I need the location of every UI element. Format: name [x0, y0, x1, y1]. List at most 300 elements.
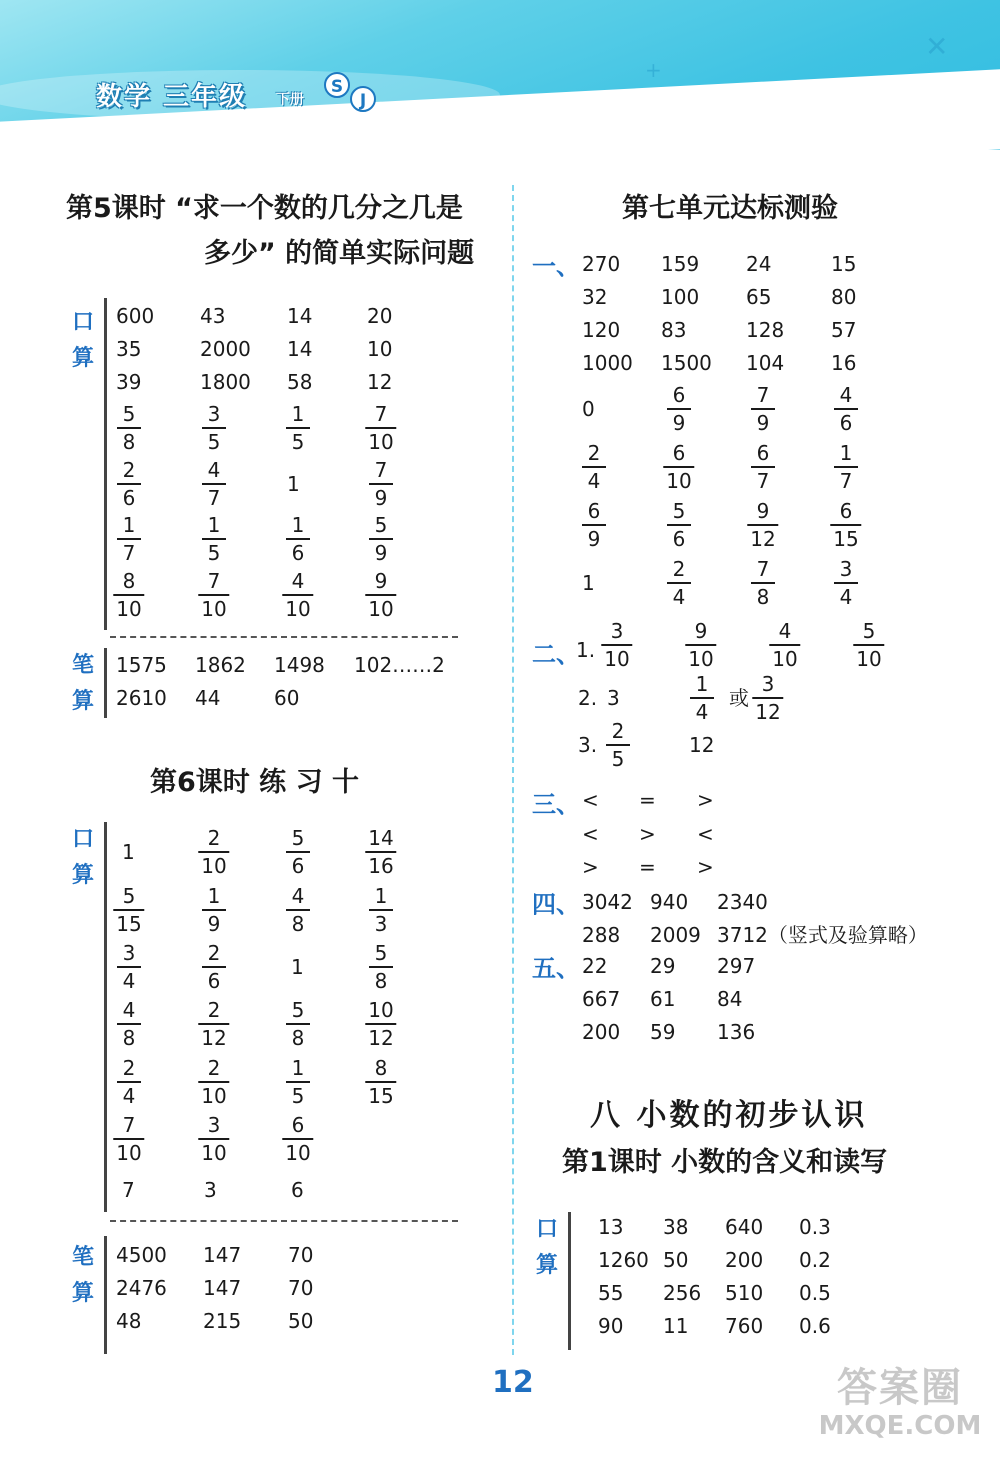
- numerator: 1: [695, 672, 709, 696]
- lesson6-written-value: 147: [203, 1243, 242, 1267]
- lesson5-oral-value: 1800: [200, 370, 251, 394]
- denominator: 10: [201, 1141, 227, 1165]
- unit8-oral-value: 510: [725, 1281, 764, 1305]
- numerator: 10: [368, 998, 394, 1022]
- unit8-oral-value: 0.3: [799, 1215, 831, 1239]
- numerator: 1: [291, 513, 305, 537]
- fraction-bar: [202, 966, 226, 968]
- fraction-bar: [113, 909, 144, 911]
- unit7-part4-label: 四、: [532, 890, 580, 919]
- numerator: 3: [122, 941, 136, 965]
- lesson5-oral-fraction: [365, 403, 396, 453]
- denominator: 4: [122, 1084, 136, 1108]
- fraction-bar: [751, 582, 775, 584]
- lesson6-dashed-separator: [110, 1220, 458, 1222]
- numerator: 7: [374, 402, 388, 426]
- fraction-bar: [663, 466, 694, 468]
- numerator: 5: [291, 998, 305, 1022]
- numerator: 2: [611, 719, 625, 743]
- denominator: 5: [611, 747, 625, 771]
- lesson6-oral-fraction: [286, 1057, 310, 1107]
- lesson6-title: 第6课时 练 习 十: [150, 767, 359, 798]
- numerator: 1: [291, 1056, 305, 1080]
- lesson6-oral-label: 口 算: [71, 827, 94, 888]
- fraction-bar: [853, 644, 884, 646]
- unit8-title: 八 小数的初步认识: [590, 1098, 868, 1133]
- denominator: 5: [207, 430, 221, 454]
- unit8-oral-value: 90: [598, 1314, 624, 1338]
- lesson5-written-value: 60: [274, 686, 300, 710]
- unit8-lesson1-title: 第1课时 小数的含义和读写: [562, 1147, 888, 1178]
- unit7-part5-value: 136: [717, 1020, 756, 1044]
- numerator: 3: [761, 672, 775, 696]
- watermark: 答案圈 MXQE.COM: [818, 1365, 982, 1441]
- fraction-bar: [113, 1138, 144, 1140]
- unit7-part1-fraction: [582, 442, 606, 492]
- denominator: 15: [833, 527, 859, 551]
- unit7-part2-q1-label: 1.: [576, 638, 596, 662]
- fraction-bar: [369, 909, 393, 911]
- lesson5-oral-fraction: [117, 459, 141, 509]
- fraction-bar: [198, 1023, 229, 1025]
- numerator: 8: [122, 569, 136, 593]
- unit7-part1-value: 0: [582, 397, 595, 421]
- numerator: 7: [756, 383, 770, 407]
- numerator: 7: [374, 458, 388, 482]
- lesson5-oral-value: 1: [287, 472, 300, 496]
- lesson5-written-value: 44: [195, 686, 221, 710]
- lesson6-oral-fraction: [198, 999, 229, 1049]
- numerator: 6: [291, 1113, 305, 1137]
- numerator: 3: [839, 557, 853, 581]
- unit7-part3-value: <: [582, 822, 599, 846]
- denominator: 5: [207, 541, 221, 565]
- unit7-part4-value: 288: [582, 923, 621, 947]
- numerator: 9: [374, 569, 388, 593]
- unit7-part5-value: 61: [650, 987, 676, 1011]
- lesson5-oral-fraction: [113, 570, 144, 620]
- unit7-part3-value: <: [697, 822, 714, 846]
- numerator: 2: [207, 941, 221, 965]
- unit7-part1-value: 128: [746, 318, 785, 342]
- unit7-part1-fraction: [834, 384, 858, 434]
- unit7-part1-value: 83: [661, 318, 687, 342]
- denominator: 9: [587, 527, 601, 551]
- denominator: 6: [839, 411, 853, 435]
- unit8-oral-value: 640: [725, 1215, 764, 1239]
- lesson6-written-value: 215: [203, 1309, 242, 1333]
- numerator: 3: [610, 619, 624, 643]
- lesson5-written-value: 1498: [274, 653, 325, 677]
- lesson6-oral-fraction: [286, 999, 310, 1049]
- lesson5-oral-fraction: [202, 459, 226, 509]
- denominator: 6: [291, 541, 305, 565]
- denominator: 15: [116, 912, 142, 936]
- numerator: 2: [207, 998, 221, 1022]
- publisher-logo: [324, 72, 382, 116]
- numerator: 3: [207, 402, 221, 426]
- unit7-part2-q3-fraction: [606, 720, 630, 770]
- lesson6-oral-fraction: [365, 1057, 396, 1107]
- lesson5-dashed-separator: [110, 636, 458, 638]
- page-number: 12: [492, 1365, 534, 1400]
- denominator: 6: [207, 969, 221, 993]
- unit7-part2-label: 二、: [532, 640, 580, 669]
- lesson6-oral-fraction: [365, 999, 396, 1049]
- fraction-bar: [834, 466, 858, 468]
- unit7-part2-q1-fraction: [601, 620, 632, 670]
- unit7-part2-q2-value: 3: [607, 686, 620, 710]
- lesson6-oral-fraction: [202, 885, 226, 935]
- book-title: 数学 三年级: [96, 82, 248, 112]
- unit7-part1-fraction: [751, 442, 775, 492]
- unit7-part3-value: >: [582, 855, 599, 879]
- fraction-bar: [202, 427, 226, 429]
- unit7-part1-value: 80: [831, 285, 857, 309]
- fraction-bar: [286, 909, 310, 911]
- numerator: 4: [839, 383, 853, 407]
- numerator: 2: [122, 458, 136, 482]
- lesson5-oral-value: 39: [116, 370, 142, 394]
- lesson6-written-value: 50: [288, 1309, 314, 1333]
- column-divider: [512, 185, 514, 1355]
- lesson5-written-bar: [104, 648, 107, 718]
- fraction-bar: [202, 909, 226, 911]
- numerator: 6: [839, 499, 853, 523]
- unit7-part4-value: 3712（竖式及验算略）: [717, 923, 928, 947]
- fraction-bar: [667, 582, 691, 584]
- unit8-oral-value: 13: [598, 1215, 624, 1239]
- denominator: 7: [756, 469, 770, 493]
- lesson6-oral-fraction: [198, 1057, 229, 1107]
- fraction-bar: [667, 524, 691, 526]
- lesson6-oral-value: 6: [291, 1178, 304, 1202]
- numerator: 8: [374, 1056, 388, 1080]
- lesson5-oral-value: 2000: [200, 337, 251, 361]
- denominator: 9: [374, 541, 388, 565]
- fraction-bar: [198, 594, 229, 596]
- lesson6-oral-fraction: [369, 942, 393, 992]
- denominator: 8: [374, 969, 388, 993]
- unit7-part1-value: 57: [831, 318, 857, 342]
- unit7-part5-value: 59: [650, 1020, 676, 1044]
- numerator: 6: [672, 383, 686, 407]
- unit8-oral-value: 55: [598, 1281, 624, 1305]
- lesson6-oral-fraction: [117, 999, 141, 1049]
- denominator: 10: [666, 469, 692, 493]
- fraction-bar: [369, 483, 393, 485]
- unit7-part2-q2-or: 或: [729, 686, 749, 710]
- unit7-part3-value: =: [639, 788, 656, 812]
- lesson6-oral-value: 1: [122, 840, 135, 864]
- denominator: 3: [374, 912, 388, 936]
- denominator: 6: [122, 486, 136, 510]
- fraction-bar: [198, 1081, 229, 1083]
- denominator: 12: [368, 1026, 394, 1050]
- fraction-bar: [286, 538, 310, 540]
- fraction-bar: [117, 538, 141, 540]
- lesson6-oral-fraction: [282, 1114, 313, 1164]
- lesson6-written-label: 笔 算: [71, 1245, 94, 1306]
- unit7-part1-value: 32: [582, 285, 608, 309]
- numerator: 1: [839, 441, 853, 465]
- unit8-oral-value: 50: [663, 1248, 689, 1272]
- lesson6-oral-fraction: [286, 885, 310, 935]
- fraction-bar: [198, 1138, 229, 1140]
- unit7-part3-value: <: [582, 788, 599, 812]
- fraction-bar: [769, 644, 800, 646]
- fraction-bar: [365, 594, 396, 596]
- unit7-part2-q1-fraction: [685, 620, 716, 670]
- sparkle-icon: ✕: [925, 30, 949, 63]
- unit7-part5-value: 84: [717, 987, 743, 1011]
- denominator: 4: [695, 700, 709, 724]
- denominator: 10: [285, 1141, 311, 1165]
- fraction-bar: [601, 644, 632, 646]
- unit8-oral-value: 0.6: [799, 1314, 831, 1338]
- fraction-bar: [365, 1081, 396, 1083]
- unit7-part4-value: 2009: [650, 923, 701, 947]
- unit7-part3-value: >: [697, 855, 714, 879]
- unit7-part1-fraction: [667, 384, 691, 434]
- denominator: 12: [201, 1026, 227, 1050]
- numerator: 2: [587, 441, 601, 465]
- fraction-bar: [117, 427, 141, 429]
- unit7-part1-value: 16: [831, 351, 857, 375]
- unit7-part1-fraction: [582, 500, 606, 550]
- lesson6-oral-fraction: [198, 1114, 229, 1164]
- lesson5-oral-bar: [104, 298, 107, 630]
- fraction-bar: [198, 851, 229, 853]
- denominator: 16: [368, 854, 394, 878]
- numerator: 2: [672, 557, 686, 581]
- lesson5-oral-label: 口 算: [71, 310, 94, 371]
- denominator: 6: [672, 527, 686, 551]
- fraction-bar: [286, 1023, 310, 1025]
- numerator: 2: [207, 826, 221, 850]
- lesson5-oral-fraction: [369, 459, 393, 509]
- denominator: 4: [839, 585, 853, 609]
- lesson5-oral-fraction: [202, 403, 226, 453]
- denominator: 10: [368, 597, 394, 621]
- unit7-part3-value: >: [639, 822, 656, 846]
- unit7-part2-q1-fraction: [853, 620, 884, 670]
- numerator: 1: [374, 884, 388, 908]
- unit7-part1-value: 159: [661, 252, 700, 276]
- numerator: 6: [756, 441, 770, 465]
- fraction-bar: [117, 1081, 141, 1083]
- lesson5-oral-value: 43: [200, 304, 226, 328]
- denominator: 12: [750, 527, 776, 551]
- numerator: 14: [368, 826, 394, 850]
- fraction-bar: [369, 966, 393, 968]
- denominator: 8: [291, 1026, 305, 1050]
- unit7-title: 第七单元达标测验: [622, 193, 838, 224]
- numerator: 4: [778, 619, 792, 643]
- lesson5-written-value: 2610: [116, 686, 167, 710]
- numerator: 1: [291, 402, 305, 426]
- unit7-part1-fraction: [830, 500, 861, 550]
- lesson5-title-line1: 第5课时 “求一个数的几分之几是: [66, 193, 463, 224]
- fraction-bar: [830, 524, 861, 526]
- unit8-oral-value: 256: [663, 1281, 702, 1305]
- unit7-part4-value: 2340: [717, 890, 768, 914]
- fraction-bar: [834, 408, 858, 410]
- fraction-bar: [117, 966, 141, 968]
- numerator: 2: [122, 1056, 136, 1080]
- unit7-part1-value: 100: [661, 285, 700, 309]
- fraction-bar: [286, 427, 310, 429]
- unit7-part5-value: 297: [717, 954, 756, 978]
- fraction-bar: [751, 466, 775, 468]
- unit7-part5-value: 667: [582, 987, 621, 1011]
- unit7-part5-value: 200: [582, 1020, 621, 1044]
- unit7-part1-value: 65: [746, 285, 772, 309]
- unit7-part2-q2b-fraction: [752, 673, 783, 723]
- lesson6-oral-fraction: [286, 827, 310, 877]
- lesson6-written-value: 70: [288, 1276, 314, 1300]
- lesson5-oral-value: 600: [116, 304, 155, 328]
- fraction-bar: [685, 644, 716, 646]
- denominator: 10: [201, 597, 227, 621]
- unit7-part2-q3-label: 3.: [578, 733, 598, 757]
- numerator: 1: [207, 513, 221, 537]
- unit7-part1-fraction: [667, 558, 691, 608]
- unit7-part5-label: 五、: [532, 954, 580, 983]
- unit8-oral-bar: [568, 1212, 571, 1350]
- unit7-part2-q1-fraction: [769, 620, 800, 670]
- lesson6-oral-bar: [104, 822, 107, 1212]
- unit7-part3-value: >: [697, 788, 714, 812]
- numerator: 5: [672, 499, 686, 523]
- fraction-bar: [667, 408, 691, 410]
- lesson5-oral-value: 35: [116, 337, 142, 361]
- lesson6-oral-fraction: [113, 1114, 144, 1164]
- denominator: 9: [672, 411, 686, 435]
- lesson5-written-value: 1575: [116, 653, 167, 677]
- book-volume: 下册: [276, 92, 304, 108]
- fraction-bar: [582, 524, 606, 526]
- denominator: 7: [839, 469, 853, 493]
- denominator: 8: [756, 585, 770, 609]
- publisher-logo-j: J: [350, 86, 376, 112]
- numerator: 1: [207, 884, 221, 908]
- lesson5-oral-value: 14: [287, 337, 313, 361]
- fraction-bar: [286, 851, 310, 853]
- lesson5-written-label: 笔 算: [71, 653, 94, 714]
- unit8-oral-value: 0.2: [799, 1248, 831, 1272]
- denominator: 10: [368, 430, 394, 454]
- denominator: 12: [755, 700, 781, 724]
- unit8-oral-label: 口 算: [535, 1217, 558, 1278]
- fraction-bar: [582, 466, 606, 468]
- fraction-bar: [117, 483, 141, 485]
- unit7-part2-q2a-fraction: [690, 673, 714, 723]
- denominator: 9: [756, 411, 770, 435]
- numerator: 5: [374, 513, 388, 537]
- denominator: 8: [122, 430, 136, 454]
- unit7-part4-value: 940: [650, 890, 689, 914]
- fraction-bar: [202, 538, 226, 540]
- lesson5-oral-fraction: [369, 514, 393, 564]
- fraction-bar: [365, 427, 396, 429]
- lesson5-oral-fraction: [198, 570, 229, 620]
- lesson6-oral-fraction: [117, 942, 141, 992]
- unit7-part4-value: 3042: [582, 890, 633, 914]
- denominator: 6: [291, 854, 305, 878]
- lesson5-title-line2: 多少” 的简单实际问题: [204, 238, 475, 269]
- unit7-part3-value: =: [639, 855, 656, 879]
- unit8-oral-value: 0.5: [799, 1281, 831, 1305]
- unit7-part1-value: 1: [582, 571, 595, 595]
- denominator: 5: [291, 1084, 305, 1108]
- numerator: 5: [122, 884, 136, 908]
- unit7-part1-label: 一、: [532, 252, 580, 281]
- unit7-part1-fraction: [747, 500, 778, 550]
- fraction-bar: [365, 1023, 396, 1025]
- numerator: 4: [291, 569, 305, 593]
- numerator: 5: [862, 619, 876, 643]
- denominator: 9: [374, 486, 388, 510]
- lesson6-oral-value: 7: [122, 1178, 135, 1202]
- denominator: 10: [285, 597, 311, 621]
- denominator: 4: [122, 969, 136, 993]
- lesson6-oral-fraction: [198, 827, 229, 877]
- denominator: 4: [672, 585, 686, 609]
- denominator: 10: [201, 854, 227, 878]
- denominator: 8: [291, 912, 305, 936]
- denominator: 10: [604, 647, 630, 671]
- lesson6-written-value: 70: [288, 1243, 314, 1267]
- numerator: 7: [207, 569, 221, 593]
- unit7-part5-value: 29: [650, 954, 676, 978]
- lesson6-oral-fraction: [117, 1057, 141, 1107]
- denominator: 10: [116, 1141, 142, 1165]
- lesson6-oral-fraction: [365, 827, 396, 877]
- fraction-bar: [202, 483, 226, 485]
- plus-icon: +: [645, 58, 662, 82]
- numerator: 2: [207, 1056, 221, 1080]
- numerator: 7: [122, 1113, 136, 1137]
- lesson6-oral-fraction: [369, 885, 393, 935]
- unit7-part1-fraction: [667, 500, 691, 550]
- fraction-bar: [117, 1023, 141, 1025]
- page-header: [0, 0, 1000, 150]
- unit7-part2-q2-label: 2.: [578, 686, 598, 710]
- lesson5-oral-fraction: [117, 514, 141, 564]
- denominator: 7: [207, 486, 221, 510]
- lesson5-oral-value: 58: [287, 370, 313, 394]
- fraction-bar: [282, 1138, 313, 1140]
- lesson6-oral-value: 1: [291, 955, 304, 979]
- lesson6-written-bar: [104, 1236, 107, 1354]
- lesson5-oral-value: 14: [287, 304, 313, 328]
- unit7-part1-value: 1500: [661, 351, 712, 375]
- unit8-oral-value: 1260: [598, 1248, 649, 1272]
- unit8-oral-value: 200: [725, 1248, 764, 1272]
- fraction-bar: [365, 851, 396, 853]
- fraction-bar: [282, 594, 313, 596]
- numerator: 6: [587, 499, 601, 523]
- lesson5-oral-fraction: [117, 403, 141, 453]
- fraction-bar: [113, 594, 144, 596]
- lesson5-written-value: 1862: [195, 653, 246, 677]
- lesson5-oral-fraction: [286, 514, 310, 564]
- numerator: 1: [122, 513, 136, 537]
- lesson6-written-value: 48: [116, 1309, 142, 1333]
- denominator: 10: [201, 1084, 227, 1108]
- fraction-bar: [286, 1081, 310, 1083]
